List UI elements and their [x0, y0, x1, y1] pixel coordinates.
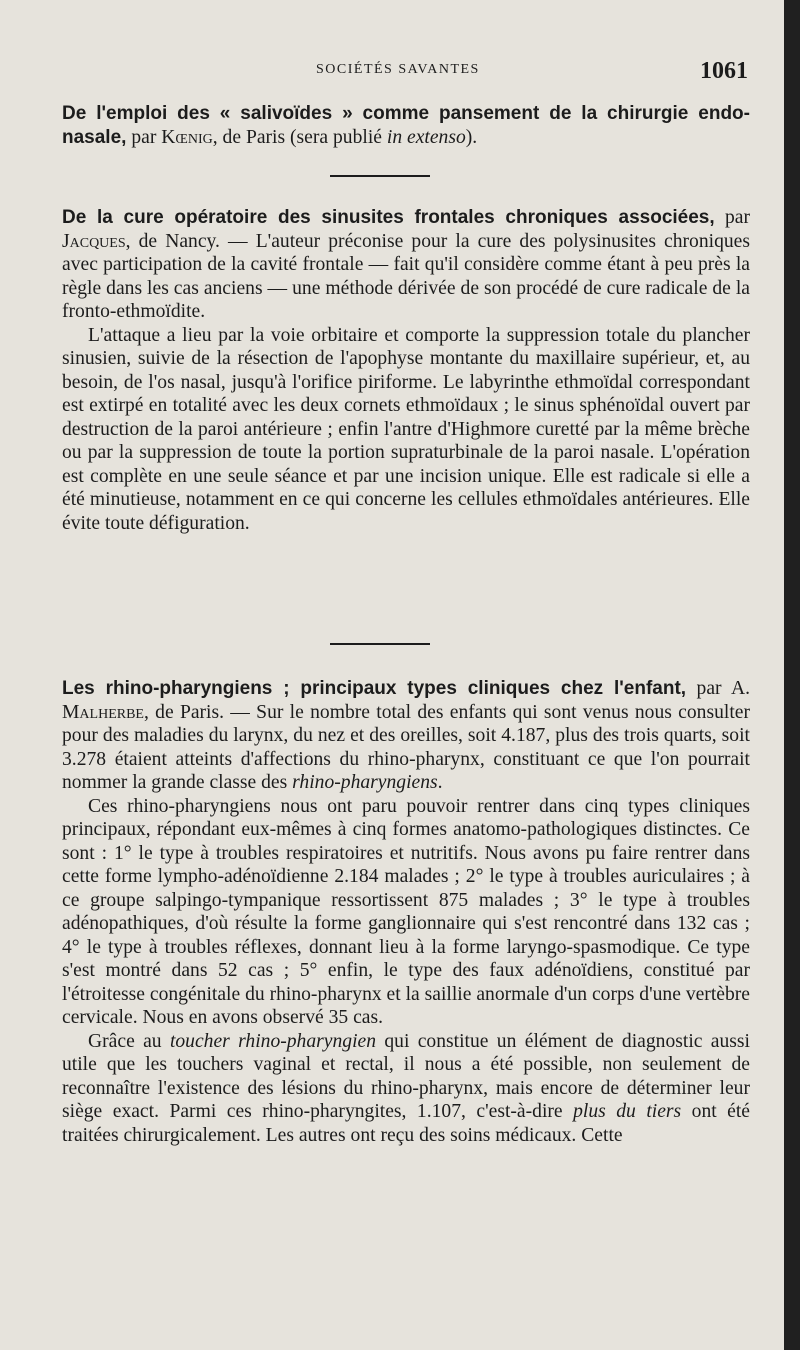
- section-jacques: [62, 206, 750, 535]
- author-koenig: Kœnig: [161, 126, 213, 148]
- page-number: 1061: [700, 58, 748, 84]
- section-jacques-paragraph-1: De la cure opératoire des sinusites frontales chroniques associées, par Jacques, de Nancy. — L'auteur préconise pour la cure des polysinusites chroniques avec participation de la cavité frontale — fait qu'il considère comme étant à peu près la règle dans les cas anciens — une méthode dérivée de son procédé de cure radicale de la fronto-ethmoïdite.: [62, 207, 750, 322]
- section-malherbe: [62, 677, 750, 1147]
- section-jacques-paragraph-2: L'attaque a lieu par la voie orbitaire et comporte la suppression totale du plancher sinusien, suivie de la résection de l'apophyse montante du maxillaire supérieur, et, au besoin, de l'os nasal, jusqu'à l'orifice piriforme. Le labyrinthe ethmoïdal correspondant est extirpé en totalité avec les deux cornets ethmoïdaux ; le sinus sphénoïdal ouvert par destruction de la paroi antérieure ; enfin l'antre d'Highmore curetté par la même brèche ou par la suppression de toute la portion supraturbinale de la paroi nasale. L'opération est complète en une seule séance et par une incision unique. Elle est radicale si elle a été minutieuse, notamment en ce qui concerne les cellules ethmoïdales antérieures. Elle évite toute défiguration.: [62, 324, 750, 534]
- running-head: [0, 58, 784, 88]
- section-divider-1: [330, 175, 430, 177]
- author-jacques: Jacques: [62, 230, 126, 252]
- author-malherbe: Malherbe: [62, 701, 144, 723]
- section-koenig-title: De l'emploi des « salivoïdes » comme pansement de la chirurgie endo-nasale,: [62, 103, 750, 148]
- section-malherbe-paragraph-1: Les rhino-pharyngiens ; principaux types cliniques chez l'enfant, par A. Malherbe, de Paris. — Sur le nombre total des enfants qui sont venus nous consulter pour des maladies du larynx, du nez et des oreilles, soit 4.187, plus des trois quarts, soit 3.278 étaient atteints d'affections du rhino-pharynx, constituant ce que l'on pourrait nommer la grande classe des rhino-pharyngiens.: [62, 678, 750, 793]
- running-head-title: SOCIÉTÉS SAVANTES: [316, 62, 480, 77]
- section-malherbe-paragraph-3: Grâce au toucher rhino-pharyngien qui constitue un élément de diagnostic aussi utile que les touchers vaginal et rectal, il nous a été possible, non seulement de reconnaître l'existence des lésions du rhino-pharynx, mais encore de déterminer leur siège exact. Parmi ces rhino-pharyngites, 1.107, c'est-à-dire plus du tiers ont été traitées chirurgicalement. Les autres ont reçu des soins médicaux. Cette: [62, 1030, 751, 1146]
- section-malherbe-title: Les rhino-pharyngiens ; principaux types cliniques chez l'enfant,: [62, 678, 687, 699]
- section-jacques-title: De la cure opératoire des sinusites frontales chroniques associées,: [62, 207, 715, 228]
- section-koenig-paragraph: De l'emploi des « salivoïdes » comme pansement de la chirurgie endo-nasale, par Kœnig, de Paris (sera publié in extenso).: [62, 103, 750, 148]
- section-malherbe-paragraph-2: Ces rhino-pharyngiens nous ont paru pouvoir rentrer dans cinq types cliniques principaux, répondant eux-mêmes à cinq formes anatomo-pathologiques distinctes. Ce sont : 1° le type à troubles respiratoires et nutritifs. Nous avons pu faire rentrer dans cette forme lympho-adénoïdienne 2.184 malades ; 2° le type à troubles auriculaires ; à ce groupe salpingo-tympanique ressortissent 875 malades ; 3° le type à troubles adénopathiques, d'où résulte la forme ganglionnaire qui s'est rencontré dans 132 cas ; 4° le type à troubles réflexes, donnant lieu à la forme laryngo-spasmodique. Ce type s'est montré dans 52 cas ; 5° enfin, le type des faux adénoïdiens, constitué par l'étroitesse congénitale du rhino-pharynx et la saillie anormale d'un corps d'une vertèbre cervicale. Nous en avons observé 35 cas.: [62, 795, 750, 1028]
- section-divider-2: [330, 643, 430, 645]
- section-koenig: [62, 102, 750, 149]
- page-edge-shadow: [784, 0, 800, 1350]
